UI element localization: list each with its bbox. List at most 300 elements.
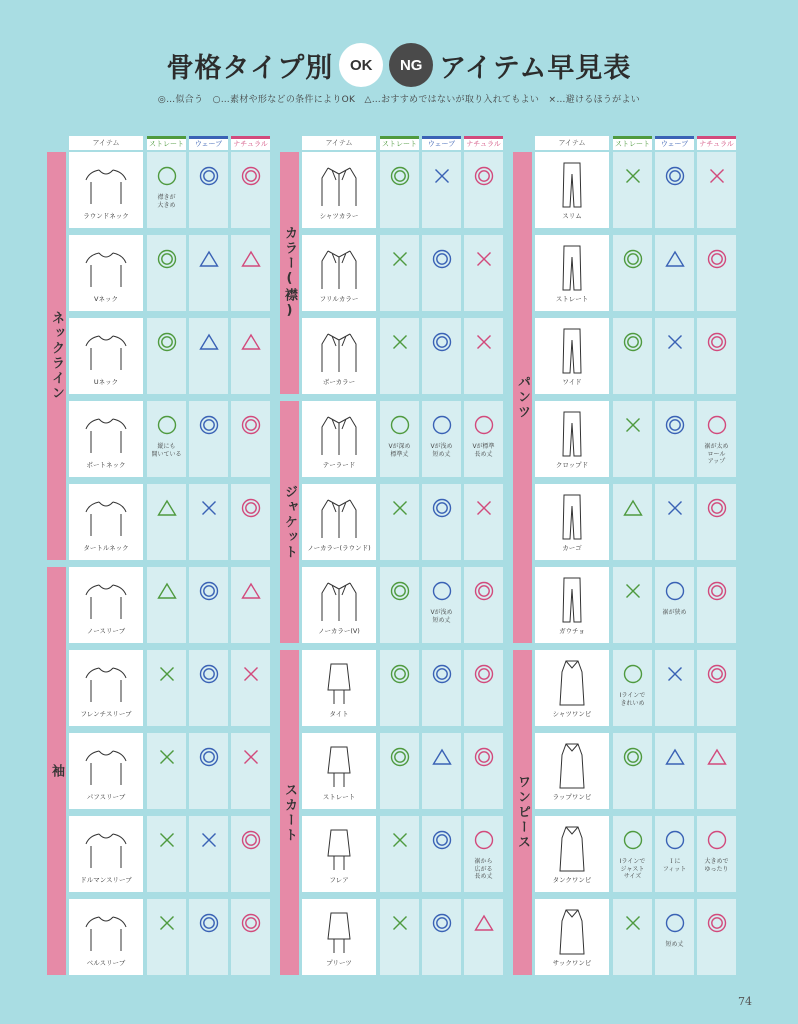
rating-cell-natural: [231, 235, 270, 311]
item-name: Vネック: [94, 295, 118, 303]
rating-cell-straight: [613, 484, 652, 560]
double-mark: [432, 664, 452, 684]
table-section-2: [280, 136, 512, 982]
header-item: アイテム: [302, 136, 376, 150]
double-mark: [390, 664, 410, 684]
double-mark: [199, 664, 219, 684]
rating-cell-natural: [697, 567, 736, 643]
item-cell: [302, 401, 376, 477]
double-mark: [241, 498, 261, 518]
double-mark: [474, 166, 494, 186]
header-item: アイテム: [535, 136, 609, 150]
double-mark: [199, 166, 219, 186]
collarless-round-jacket-icon: [314, 492, 364, 542]
header-straight: ストレート: [613, 136, 652, 150]
rating-cell-natural: [464, 235, 503, 311]
double-mark: [199, 581, 219, 601]
cross-mark: [390, 249, 410, 269]
rating-note: 裾から 広がる 長め丈: [474, 858, 493, 880]
item-cell: [302, 899, 376, 975]
rating-cell-straight: [147, 733, 186, 809]
item-cell: [535, 899, 609, 975]
rating-cell-natural: [231, 484, 270, 560]
rating-cell-wave: [655, 733, 694, 809]
item-name: ワイド: [562, 378, 582, 386]
rating-cell-straight: [613, 567, 652, 643]
rating-cell-natural: [464, 733, 503, 809]
item-cell: [535, 235, 609, 311]
category-label: ネックライン: [47, 152, 66, 560]
item-name: プリーツ: [326, 959, 352, 967]
item-name: ノーカラー(ラウンド): [307, 544, 371, 552]
cross-mark: [241, 747, 261, 767]
header-straight: ストレート: [147, 136, 186, 150]
item-name: ラップワンピ: [552, 793, 592, 801]
rating-cell-natural: [464, 567, 503, 643]
item-name: ベルスリーブ: [86, 959, 126, 967]
circle-mark: [623, 664, 643, 684]
table-section-1: [47, 136, 279, 982]
rating-cell-natural: [231, 567, 270, 643]
item-cell: [535, 733, 609, 809]
v-neck-icon: [81, 243, 131, 293]
rating-cell-straight: [380, 484, 419, 560]
rating-cell-wave: [655, 899, 694, 975]
item-cell: [69, 401, 143, 477]
rating-cell-straight: [147, 650, 186, 726]
item-name: ストレート: [322, 793, 356, 801]
item-cell: [535, 816, 609, 892]
flare-skirt-icon: [314, 824, 364, 874]
double-mark: [390, 581, 410, 601]
circle-mark: [432, 581, 452, 601]
cross-mark: [707, 166, 727, 186]
rating-cell-wave: [422, 484, 461, 560]
dolman-sleeve-icon: [81, 824, 131, 874]
double-mark: [199, 415, 219, 435]
rating-cell-wave: [422, 899, 461, 975]
rating-cell-natural: [697, 899, 736, 975]
item-name: フリルカラー: [319, 295, 359, 303]
bow-collar-icon: [314, 326, 364, 376]
rating-cell-straight: [380, 318, 419, 394]
rating-cell-straight: [380, 650, 419, 726]
rating-cell-straight: [147, 401, 186, 477]
triangle-mark: [474, 913, 494, 933]
double-mark: [432, 913, 452, 933]
double-mark: [390, 747, 410, 767]
rating-cell-wave: [189, 899, 228, 975]
item-cell: [302, 484, 376, 560]
rating-cell-straight: [613, 816, 652, 892]
item-name: フレア: [329, 876, 349, 884]
double-mark: [199, 747, 219, 767]
rating-cell-straight: [380, 401, 419, 477]
rating-cell-straight: [380, 733, 419, 809]
item-cell: [69, 899, 143, 975]
double-mark: [241, 166, 261, 186]
double-mark: [432, 332, 452, 352]
item-name: Uネック: [93, 378, 119, 386]
straight-pants-icon: [547, 243, 597, 293]
rating-note: Vが標準 長め丈: [472, 443, 495, 458]
rating-cell-straight: [380, 816, 419, 892]
rating-cell-straight: [613, 235, 652, 311]
double-mark: [390, 166, 410, 186]
rating-cell-wave: [422, 733, 461, 809]
rating-cell-wave: [422, 152, 461, 228]
cross-mark: [474, 249, 494, 269]
cross-mark: [623, 166, 643, 186]
rating-cell-natural: [464, 484, 503, 560]
cargo-pants-icon: [547, 492, 597, 542]
cross-mark: [157, 747, 177, 767]
rating-note: Vが浅め 短め丈: [430, 609, 453, 624]
item-name: タートルネック: [83, 544, 129, 552]
title-prefix: 骨格タイプ別: [166, 52, 334, 84]
rating-cell-straight: [613, 650, 652, 726]
shirt-dress-icon: [547, 658, 597, 708]
tight-skirt-icon: [314, 658, 364, 708]
item-name: ノースリーブ: [86, 627, 126, 635]
rating-note: Iラインで ジャスト サイズ: [619, 858, 646, 880]
double-mark: [707, 664, 727, 684]
item-name: ラウンドネック: [83, 212, 129, 220]
rating-cell-natural: [697, 650, 736, 726]
circle-mark: [665, 830, 685, 850]
item-name: タンクワンピ: [552, 876, 592, 884]
rating-cell-natural: [231, 816, 270, 892]
double-mark: [707, 913, 727, 933]
item-name: シャツワンピ: [552, 710, 592, 718]
cross-mark: [665, 498, 685, 518]
triangle-mark: [241, 332, 261, 352]
rating-cell-wave: [189, 484, 228, 560]
title-suffix: アイテム早見表: [439, 52, 632, 84]
rating-cell-wave: [422, 401, 461, 477]
double-mark: [707, 249, 727, 269]
rating-cell-straight: [613, 318, 652, 394]
page-number: 74: [738, 995, 752, 1008]
rating-cell-natural: [231, 650, 270, 726]
rating-cell-straight: [613, 401, 652, 477]
tailored-jacket-icon: [314, 409, 364, 459]
item-cell: [69, 650, 143, 726]
item-name: サックワンピ: [552, 959, 592, 967]
double-mark: [707, 498, 727, 518]
bell-sleeve-icon: [81, 907, 131, 957]
item-cell: [69, 733, 143, 809]
category-label: 袖: [47, 567, 66, 975]
double-mark: [241, 415, 261, 435]
straight-skirt-icon: [314, 741, 364, 791]
rating-cell-natural: [697, 401, 736, 477]
item-cell: [302, 816, 376, 892]
rating-note: 大きめで ゆったり: [704, 858, 729, 873]
header-natural: ナチュラル: [231, 136, 270, 150]
item-cell: [69, 816, 143, 892]
rating-cell-natural: [464, 318, 503, 394]
cross-mark: [157, 913, 177, 933]
item-name: ボーカラー: [322, 378, 356, 386]
rating-cell-natural: [464, 816, 503, 892]
item-name: カーゴ: [562, 544, 582, 552]
wide-pants-icon: [547, 326, 597, 376]
rating-cell-natural: [464, 650, 503, 726]
triangle-mark: [157, 498, 177, 518]
triangle-mark: [199, 249, 219, 269]
circle-mark: [707, 830, 727, 850]
cross-mark: [390, 913, 410, 933]
category-label: パンツ: [513, 152, 532, 643]
category-label: ワンピース: [513, 650, 532, 975]
item-cell: [302, 318, 376, 394]
legend: ◎…似合う ○…素材や形などの条件によりOK △…おすすめではないが取り入れてもよい ×…避けるほうがよい: [157, 95, 641, 105]
category-label: スカート: [280, 650, 299, 975]
cross-mark: [390, 830, 410, 850]
rating-cell-wave: [655, 318, 694, 394]
page-title: [0, 42, 798, 88]
rating-cell-wave: [655, 152, 694, 228]
double-mark: [241, 913, 261, 933]
double-mark: [707, 332, 727, 352]
u-neck-icon: [81, 326, 131, 376]
rating-cell-wave: [422, 567, 461, 643]
rating-cell-wave: [189, 318, 228, 394]
rating-cell-natural: [464, 899, 503, 975]
rating-cell-wave: [655, 235, 694, 311]
rating-cell-wave: [422, 235, 461, 311]
category-label: ジャケット: [280, 401, 299, 643]
rating-cell-straight: [380, 567, 419, 643]
item-cell: [69, 318, 143, 394]
circle-mark: [707, 415, 727, 435]
header-wave: ウェーブ: [655, 136, 694, 150]
double-mark: [157, 249, 177, 269]
item-cell: [535, 484, 609, 560]
cross-mark: [390, 332, 410, 352]
double-mark: [432, 830, 452, 850]
rating-cell-wave: [189, 152, 228, 228]
cropped-pants-icon: [547, 409, 597, 459]
rating-cell-straight: [147, 816, 186, 892]
rating-cell-natural: [697, 235, 736, 311]
rating-cell-natural: [231, 401, 270, 477]
cross-mark: [474, 332, 494, 352]
double-mark: [707, 581, 727, 601]
shirt-collar-icon: [314, 160, 364, 210]
wrap-dress-icon: [547, 741, 597, 791]
header-straight: ストレート: [380, 136, 419, 150]
triangle-mark: [665, 249, 685, 269]
circle-mark: [157, 415, 177, 435]
double-mark: [623, 747, 643, 767]
cross-mark: [241, 664, 261, 684]
rating-cell-wave: [655, 816, 694, 892]
rating-cell-straight: [147, 484, 186, 560]
triangle-mark: [241, 249, 261, 269]
rating-cell-wave: [655, 401, 694, 477]
double-mark: [199, 913, 219, 933]
rating-cell-straight: [380, 235, 419, 311]
circle-mark: [665, 913, 685, 933]
double-mark: [432, 249, 452, 269]
item-cell: [535, 401, 609, 477]
item-name: フレンチスリーブ: [80, 710, 132, 718]
header-natural: ナチュラル: [697, 136, 736, 150]
cross-mark: [157, 664, 177, 684]
item-name: タイト: [329, 710, 349, 718]
double-mark: [623, 332, 643, 352]
circle-mark: [390, 415, 410, 435]
pleated-skirt-icon: [314, 907, 364, 957]
rating-cell-wave: [189, 567, 228, 643]
rating-cell-straight: [147, 318, 186, 394]
rating-cell-straight: [613, 152, 652, 228]
rating-cell-straight: [147, 235, 186, 311]
round-neck-icon: [81, 160, 131, 210]
rating-cell-straight: [147, 899, 186, 975]
turtle-neck-icon: [81, 492, 131, 542]
item-name: パフスリーブ: [86, 793, 126, 801]
french-sleeve-icon: [81, 658, 131, 708]
rating-cell-straight: [147, 567, 186, 643]
circle-mark: [474, 415, 494, 435]
header-wave: ウェーブ: [189, 136, 228, 150]
circle-mark: [432, 415, 452, 435]
rating-cell-natural: [697, 152, 736, 228]
double-mark: [665, 415, 685, 435]
item-cell: [69, 152, 143, 228]
ng-badge: NG: [389, 43, 433, 87]
tank-dress-icon: [547, 824, 597, 874]
triangle-mark: [707, 747, 727, 767]
item-name: スリム: [562, 212, 582, 220]
rating-cell-straight: [613, 899, 652, 975]
rating-cell-straight: [147, 152, 186, 228]
item-name: テーラード: [322, 461, 356, 469]
header-wave: ウェーブ: [422, 136, 461, 150]
item-cell: [69, 235, 143, 311]
double-mark: [474, 664, 494, 684]
triangle-mark: [241, 581, 261, 601]
circle-mark: [157, 166, 177, 186]
rating-cell-natural: [231, 318, 270, 394]
rating-note: 短め丈: [665, 941, 684, 948]
table-section-3: [513, 136, 745, 982]
boat-neck-icon: [81, 409, 131, 459]
category-label: カラー(襟): [280, 152, 299, 394]
rating-cell-straight: [380, 899, 419, 975]
item-name: シャツカラー: [319, 212, 359, 220]
cross-mark: [390, 498, 410, 518]
rating-note: 縦にも 開いている: [151, 443, 182, 458]
item-name: ボートネック: [86, 461, 126, 469]
double-mark: [241, 830, 261, 850]
item-cell: [69, 567, 143, 643]
rating-cell-natural: [231, 152, 270, 228]
rating-note: Vが深め 標準丈: [388, 443, 411, 458]
cross-mark: [623, 913, 643, 933]
rating-note: 裾が狭め: [662, 609, 687, 616]
cross-mark: [157, 830, 177, 850]
rating-cell-wave: [189, 816, 228, 892]
double-mark: [432, 498, 452, 518]
cross-mark: [432, 166, 452, 186]
rating-note: Ｉに フィット: [662, 858, 687, 873]
rating-cell-natural: [231, 899, 270, 975]
rating-cell-natural: [464, 401, 503, 477]
double-mark: [157, 332, 177, 352]
item-cell: [69, 484, 143, 560]
header-item: アイテム: [69, 136, 143, 150]
item-cell: [535, 152, 609, 228]
circle-mark: [623, 830, 643, 850]
rating-cell-natural: [697, 816, 736, 892]
cross-mark: [474, 498, 494, 518]
circle-mark: [474, 830, 494, 850]
rating-cell-wave: [655, 650, 694, 726]
ok-badge: OK: [339, 43, 383, 87]
cross-mark: [199, 830, 219, 850]
item-cell: [302, 152, 376, 228]
item-cell: [535, 567, 609, 643]
double-mark: [665, 166, 685, 186]
item-cell: [302, 567, 376, 643]
puff-sleeve-icon: [81, 741, 131, 791]
rating-cell-wave: [189, 235, 228, 311]
rating-cell-wave: [189, 733, 228, 809]
triangle-mark: [157, 581, 177, 601]
item-cell: [302, 235, 376, 311]
rating-note: Vが浅め 短め丈: [430, 443, 453, 458]
rating-cell-wave: [189, 650, 228, 726]
cross-mark: [665, 664, 685, 684]
rating-cell-straight: [380, 152, 419, 228]
rating-cell-wave: [422, 650, 461, 726]
item-cell: [302, 733, 376, 809]
gaucho-pants-icon: [547, 575, 597, 625]
double-mark: [474, 581, 494, 601]
item-name: クロップド: [555, 461, 589, 469]
cross-mark: [199, 498, 219, 518]
rating-cell-natural: [231, 733, 270, 809]
rating-note: 襟きが 大きめ: [157, 194, 176, 209]
rating-cell-natural: [697, 318, 736, 394]
slim-pants-icon: [547, 160, 597, 210]
item-cell: [535, 650, 609, 726]
rating-note: Iラインで きれいめ: [619, 692, 646, 707]
triangle-mark: [623, 498, 643, 518]
rating-cell-natural: [697, 484, 736, 560]
rating-note: 裾が太め ロール アップ: [704, 443, 729, 465]
sleeveless-icon: [81, 575, 131, 625]
item-name: ガウチョ: [559, 627, 585, 635]
header-natural: ナチュラル: [464, 136, 503, 150]
item-cell: [535, 318, 609, 394]
sack-dress-icon: [547, 907, 597, 957]
item-name: ストレート: [555, 295, 589, 303]
triangle-mark: [432, 747, 452, 767]
rating-cell-wave: [655, 484, 694, 560]
item-cell: [302, 650, 376, 726]
item-name: ノーカラー(V): [318, 627, 360, 635]
rating-cell-wave: [422, 318, 461, 394]
cross-mark: [623, 415, 643, 435]
triangle-mark: [199, 332, 219, 352]
triangle-mark: [665, 747, 685, 767]
double-mark: [474, 747, 494, 767]
